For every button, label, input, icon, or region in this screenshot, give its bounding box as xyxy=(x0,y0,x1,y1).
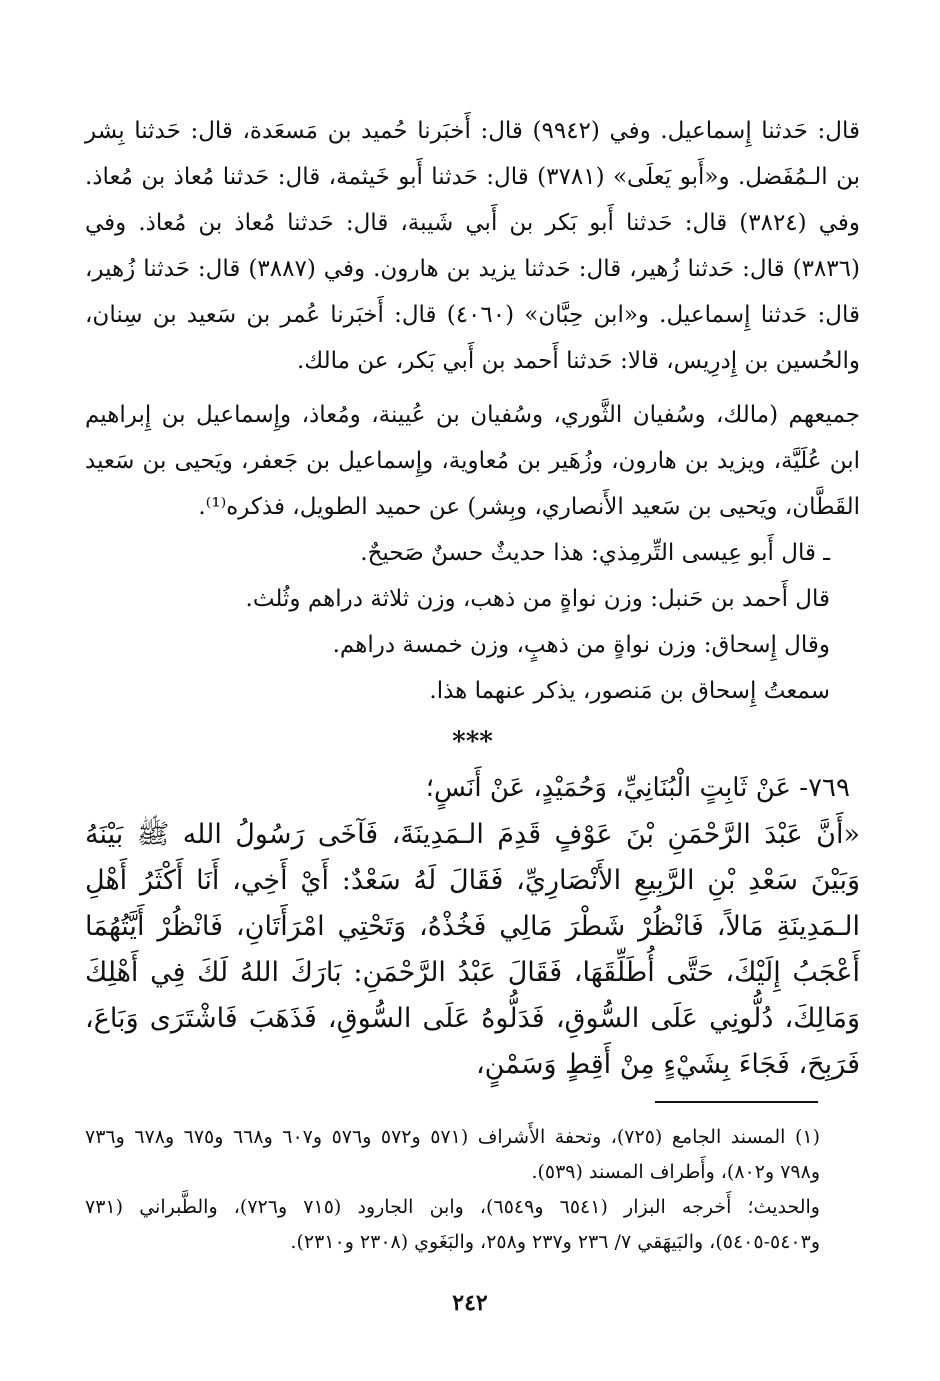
footnote-2: والحديث؛ أَخرجه البزار (٦٥٤١ و٦٥٤٩)، وابن الجارود (٧١٥ و٧٢٦)، والطَّبراني (٧٣١ و٥٤٠٣-٥٤٠٥)، والبَيهَقي ٧/ ٢٣٦ و٢٣٧ و٢٥٨، والبَغَوي (٢٣٠٨ و٢٣١٠). xyxy=(85,1196,820,1253)
footnote-divider xyxy=(655,1101,818,1103)
hadith-heading: ٧٦٩- عَنْ ثَابِتٍ الْبُنَانِيِّ، وَحُمَيْدٍ، عَنْ أَنَسٍ؛ xyxy=(425,773,850,803)
paragraph-summary: جميعهم (مالك، وسُفيان الثَّوري، وسُفيان بن عُيينة، ومُعاذ، وإِسماعيل بن إِبراهيم ابن عُلَيَّة، ويزيد بن هارون، وزُهَير بن مُعاوية، وإِسماعيل بن جَعفر، ويَحيى بن سَعيد القَطَّان، ويَحيى بن سَعيد الأَنصاري، وبِشر) عن حميد الطويل، فذكره⁽¹⁾. xyxy=(85,402,860,520)
footnotes xyxy=(85,1120,820,1260)
note-tirmidhi: ـ قال أَبو عِيسى التِّرمِذي: هذا حديثٌ حسنٌ صَحيحٌ. xyxy=(360,540,830,566)
page-body xyxy=(85,108,860,1088)
section-separator: *** xyxy=(452,727,493,757)
page-number: ٢٤٢ xyxy=(452,1290,488,1316)
note-heard: سمعتُ إِسحاق بن مَنصور، يذكر عنهما هذا. xyxy=(429,678,830,704)
note-ishaq: وقال إِسحاق: وزن نواةٍ من ذهبٍ، وزن خمسة دراهم. xyxy=(332,632,830,658)
footnote-1: (١) المسند الجامع (٧٢٥)، وتحفة الأَشراف (٥٧١ و٥٧٢ و٥٧٦ و٦٠٧ و٦٦٨ و٦٧٥ و٦٧٨ و٧٣٦ و٧٩٨ و٨٠٢)، وأَطراف المسند (٥٣٩). xyxy=(85,1126,821,1183)
hadith-text: «أَنَّ عَبْدَ الرَّحْمَنِ بْنَ عَوْفٍ قَدِمَ الـمَدِينَةَ، فَآخَى رَسُولُ الله ﷺ بَيْنَهُ وَبَيْنَ سَعْدِ بْنِ الرَّبِيعِ الأَنْصَارِيِّ، فَقَالَ لَهُ سَعْدٌ: أَيْ أَخِي، أَنَا أَكْثَرُ أَهْلِ الـمَدِينَةِ مَالاً، فَانْظُرْ شَطْرَ مَالِي فَخُذْهُ، وَتَحْتِي امْرَأَتَانِ، فَانْظُرْ أَيَّتُهُمَا أَعْجَبُ إِلَيْكَ، حَتَّى أُطَلِّقَهَا، فَقَالَ عَبْدُ الرَّحْمَنِ: بَارَكَ اللهُ لَكَ فِي أَهْلِكَ وَمَالِكَ، دُلُّونِي عَلَى السُّوقِ، فَدَلُّوهُ عَلَى السُّوقِ، فَذَهَبَ فَاشْتَرَى وَبَاعَ، فَرَبِحَ، فَجَاءَ بِشَيْءٍ مِنْ أَقِطٍ وَسَمْنٍ، xyxy=(85,819,860,1080)
paragraph-chain: قال: حَدثنا إِسماعيل. وفي (٩٩٤٢) قال: أَخبَرنا حُميد بن مَسعَدة، قال: حَدثنا بِشر بن الـمُفَضل. و«أَبو يَعلَى» (٣٧٨١) قال: حَدثنا أَبو خَيثمة، قال: حَدثنا مُعاذ بن مُعاذ. وفي (٣٨٢٤) قال: حَدثنا أَبو بَكر بن أَبي شَيبة، قال: حَدثنا مُعاذ بن مُعاذ. وفي (٣٨٣٦) قال: حَدثنا زُهير، قال: حَدثنا يزيد بن هارون. وفي (٣٨٨٧) قال: حَدثنا زُهير، قال: حَدثنا إِسماعيل. و«ابن حِبَّان» (٤٠٦٠) قال: أَخبَرنا عُمر بن سَعيد بن سِنان، والحُسين بن إِدرِيس، قالا: حَدثنا أَحمد بن أَبي بَكر، عن مالك. xyxy=(85,118,861,374)
note-ahmad: قال أَحمد بن حَنبل: وزن نواةٍ من ذهب، وزن ثلاثة دراهم وثُلث. xyxy=(245,586,830,612)
